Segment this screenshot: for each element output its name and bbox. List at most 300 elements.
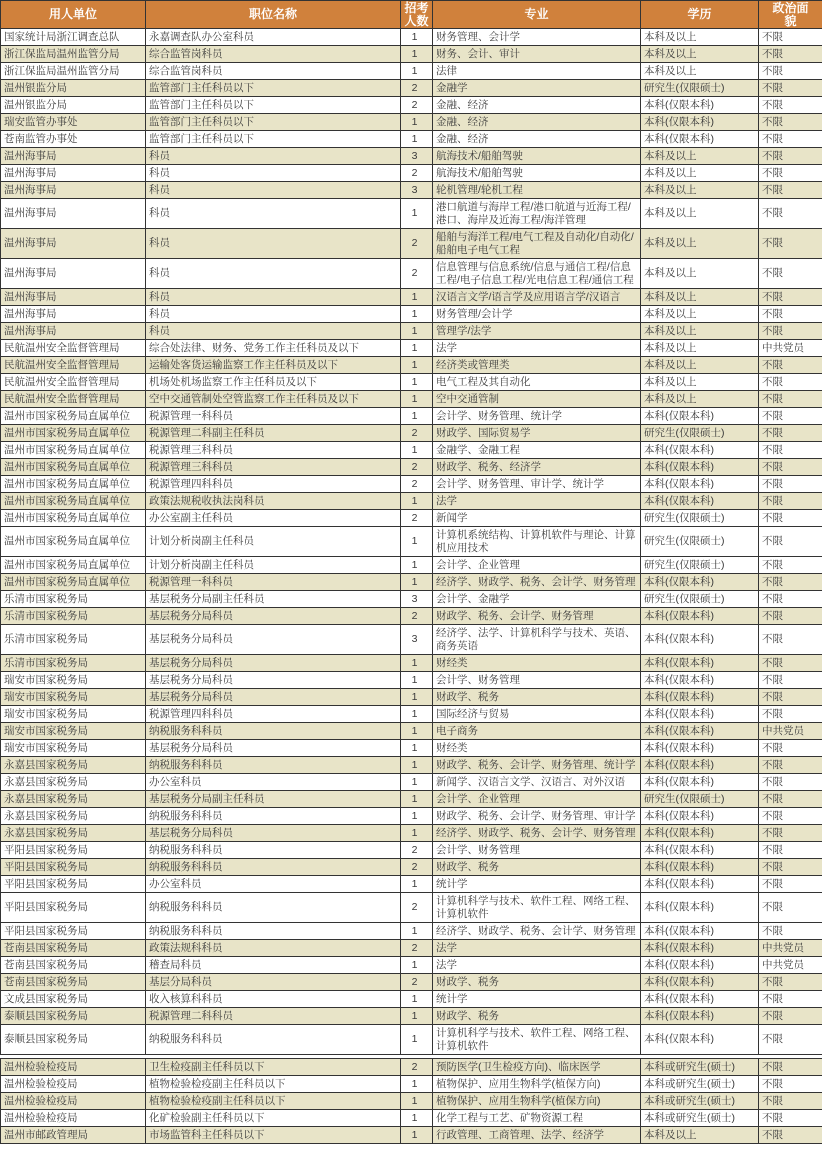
- cell-count: 1: [401, 408, 433, 425]
- cell-position: 基层税务分局科员: [146, 825, 401, 842]
- cell-major: 计算机科学与技术、软件工程、网络工程、计算机软件: [433, 893, 641, 923]
- cell-political: 不限: [759, 808, 822, 825]
- cell-major: 航海技术/船舶驾驶: [433, 148, 641, 165]
- cell-unit: 温州海事局: [1, 306, 146, 323]
- cell-education: 本科(仅限本科): [641, 706, 759, 723]
- cell-education: 本科(仅限本科): [641, 459, 759, 476]
- cell-position: 办公室副主任科员: [146, 510, 401, 527]
- cell-political: 不限: [759, 63, 822, 80]
- table-row: [1, 876, 822, 893]
- table-row: [1, 80, 822, 97]
- cell-unit: 乐清市国家税务局: [1, 591, 146, 608]
- cell-political: 不限: [759, 1059, 822, 1076]
- cell-unit: 温州银监分局: [1, 97, 146, 114]
- table-row: [1, 148, 822, 165]
- cell-political: 中共党员: [759, 723, 822, 740]
- cell-position: 办公室科员: [146, 876, 401, 893]
- cell-political: 不限: [759, 476, 822, 493]
- cell-count: 1: [401, 923, 433, 940]
- cell-education: 本科及以上: [641, 148, 759, 165]
- cell-position: 科员: [146, 148, 401, 165]
- table-body: [1, 29, 822, 1144]
- cell-political: 不限: [759, 608, 822, 625]
- cell-unit: 平阳县国家税务局: [1, 859, 146, 876]
- cell-political: 不限: [759, 259, 822, 289]
- cell-position: 办公室科员: [146, 774, 401, 791]
- cell-education: 本科(仅限本科): [641, 757, 759, 774]
- table-row: [1, 706, 822, 723]
- cell-count: 1: [401, 1110, 433, 1127]
- cell-major: 财务、会计、审计: [433, 46, 641, 63]
- cell-education: 本科(仅限本科): [641, 476, 759, 493]
- cell-unit: 永嘉县国家税务局: [1, 757, 146, 774]
- cell-count: 2: [401, 459, 433, 476]
- cell-position: 政策法规科科员: [146, 940, 401, 957]
- cell-unit: 民航温州安全监督管理局: [1, 374, 146, 391]
- cell-position: 纳税服务科科员: [146, 757, 401, 774]
- cell-education: 研究生(仅限硕士): [641, 591, 759, 608]
- cell-education: 本科(仅限本科): [641, 774, 759, 791]
- cell-unit: 温州市国家税务局直属单位: [1, 493, 146, 510]
- cell-education: 本科(仅限本科): [641, 957, 759, 974]
- cell-political: 不限: [759, 1076, 822, 1093]
- table-row: [1, 1110, 822, 1127]
- cell-position: 机场处机场监察工作主任科员及以下: [146, 374, 401, 391]
- cell-major: 信息管理与信息系统/信息与通信工程/信息工程/电子信息工程/光电信息工程/通信工程: [433, 259, 641, 289]
- cell-major: 计算机系统结构、计算机软件与理论、计算机应用技术: [433, 527, 641, 557]
- cell-education: 本科及以上: [641, 165, 759, 182]
- cell-unit: 温州海事局: [1, 229, 146, 259]
- cell-unit: 乐清市国家税务局: [1, 625, 146, 655]
- cell-education: 本科及以上: [641, 306, 759, 323]
- cell-education: 本科及以上: [641, 289, 759, 306]
- table-row: [1, 229, 822, 259]
- cell-major: 预防医学(卫生检疫方向)、临床医学: [433, 1059, 641, 1076]
- cell-count: 2: [401, 80, 433, 97]
- cell-count: 1: [401, 774, 433, 791]
- cell-education: 本科或研究生(硕士): [641, 1076, 759, 1093]
- cell-count: 2: [401, 229, 433, 259]
- cell-count: 1: [401, 199, 433, 229]
- cell-unit: 温州检验检疫局: [1, 1076, 146, 1093]
- cell-position: 计划分析岗副主任科员: [146, 557, 401, 574]
- cell-education: 本科及以上: [641, 182, 759, 199]
- cell-count: 1: [401, 391, 433, 408]
- cell-unit: 温州市国家税务局直属单位: [1, 442, 146, 459]
- cell-political: 不限: [759, 557, 822, 574]
- cell-education: 本科(仅限本科): [641, 655, 759, 672]
- table-row: [1, 757, 822, 774]
- cell-unit: 民航温州安全监督管理局: [1, 340, 146, 357]
- column-header-count: 招考人数: [401, 1, 433, 29]
- cell-position: 科员: [146, 182, 401, 199]
- cell-position: 科员: [146, 306, 401, 323]
- cell-count: 1: [401, 527, 433, 557]
- table-row: [1, 957, 822, 974]
- cell-count: 2: [401, 608, 433, 625]
- cell-position: 综合处法律、财务、党务工作主任科员及以下: [146, 340, 401, 357]
- cell-position: 纳税服务科科员: [146, 842, 401, 859]
- cell-political: 不限: [759, 493, 822, 510]
- table-row: [1, 1127, 822, 1144]
- cell-political: 中共党员: [759, 940, 822, 957]
- cell-education: 本科(仅限本科): [641, 991, 759, 1008]
- table-row: [1, 476, 822, 493]
- cell-political: 不限: [759, 391, 822, 408]
- table-row: [1, 808, 822, 825]
- cell-education: 本科及以上: [641, 391, 759, 408]
- cell-position: 监管部门主任科员以下: [146, 131, 401, 148]
- cell-count: 2: [401, 842, 433, 859]
- cell-education: 本科(仅限本科): [641, 876, 759, 893]
- cell-major: 行政管理、工商管理、法学、经济学: [433, 1127, 641, 1144]
- cell-unit: 温州银监分局: [1, 80, 146, 97]
- cell-unit: 温州市国家税务局直属单位: [1, 459, 146, 476]
- cell-major: 空中交通管制: [433, 391, 641, 408]
- column-header-position: 职位名称: [146, 1, 401, 29]
- cell-education: 研究生(仅限硕士): [641, 527, 759, 557]
- cell-major: 法律: [433, 63, 641, 80]
- cell-position: 税源管理四科科员: [146, 706, 401, 723]
- cell-major: 经济类或管理类: [433, 357, 641, 374]
- table-row: [1, 859, 822, 876]
- table-row: [1, 97, 822, 114]
- cell-unit: 温州海事局: [1, 323, 146, 340]
- cell-position: 税源管理二科科员: [146, 1008, 401, 1025]
- cell-unit: 平阳县国家税务局: [1, 893, 146, 923]
- table-row: [1, 1025, 822, 1055]
- cell-political: 不限: [759, 706, 822, 723]
- table-row: [1, 574, 822, 591]
- cell-unit: 平阳县国家税务局: [1, 842, 146, 859]
- cell-major: 管理学/法学: [433, 323, 641, 340]
- cell-political: 不限: [759, 408, 822, 425]
- cell-political: 不限: [759, 791, 822, 808]
- cell-major: 会计学、财务管理: [433, 672, 641, 689]
- cell-count: 2: [401, 259, 433, 289]
- table-row: [1, 689, 822, 706]
- cell-unit: 温州海事局: [1, 259, 146, 289]
- cell-position: 税源管理四科科员: [146, 476, 401, 493]
- cell-political: 不限: [759, 289, 822, 306]
- table-row: [1, 1093, 822, 1110]
- cell-political: 不限: [759, 229, 822, 259]
- cell-political: 不限: [759, 182, 822, 199]
- cell-education: 本科(仅限本科): [641, 131, 759, 148]
- cell-education: 研究生(仅限硕士): [641, 510, 759, 527]
- cell-position: 植物检验检疫副主任科员以下: [146, 1076, 401, 1093]
- table-row: [1, 340, 822, 357]
- cell-position: 空中交通管制处空管监察工作主任科员及以下: [146, 391, 401, 408]
- cell-major: 航海技术/船舶驾驶: [433, 165, 641, 182]
- cell-unit: 瑞安市国家税务局: [1, 689, 146, 706]
- cell-unit: 文成县国家税务局: [1, 991, 146, 1008]
- cell-unit: 温州检验检疫局: [1, 1110, 146, 1127]
- cell-education: 本科(仅限本科): [641, 689, 759, 706]
- cell-education: 本科或研究生(硕士): [641, 1093, 759, 1110]
- cell-major: 法学: [433, 493, 641, 510]
- cell-position: 化矿检验副主任科员以下: [146, 1110, 401, 1127]
- table-row: [1, 289, 822, 306]
- table-row: [1, 165, 822, 182]
- cell-political: 不限: [759, 459, 822, 476]
- cell-count: 1: [401, 825, 433, 842]
- cell-political: 不限: [759, 842, 822, 859]
- cell-major: 经济学、法学、计算机科学与技术、英语、商务英语: [433, 625, 641, 655]
- cell-count: 1: [401, 374, 433, 391]
- cell-political: 不限: [759, 46, 822, 63]
- cell-major: 新闻学: [433, 510, 641, 527]
- cell-count: 1: [401, 991, 433, 1008]
- cell-political: 不限: [759, 1110, 822, 1127]
- cell-position: 基层税务分局科员: [146, 672, 401, 689]
- column-header-unit: 用人单位: [1, 1, 146, 29]
- table-row: [1, 842, 822, 859]
- cell-count: 1: [401, 493, 433, 510]
- cell-position: 税源管理一科科员: [146, 408, 401, 425]
- table-row: [1, 323, 822, 340]
- cell-unit: 国家统计局浙江调查总队: [1, 29, 146, 46]
- table-row: [1, 723, 822, 740]
- cell-education: 本科(仅限本科): [641, 442, 759, 459]
- cell-unit: 温州市国家税务局直属单位: [1, 476, 146, 493]
- cell-unit: 乐清市国家税务局: [1, 608, 146, 625]
- table-row: [1, 63, 822, 80]
- cell-education: 本科(仅限本科): [641, 574, 759, 591]
- column-header-political: 政治面貌: [759, 1, 822, 29]
- cell-count: 2: [401, 510, 433, 527]
- cell-political: 不限: [759, 740, 822, 757]
- cell-major: 计算机科学与技术、软件工程、网络工程、计算机软件: [433, 1025, 641, 1055]
- cell-education: 本科(仅限本科): [641, 940, 759, 957]
- cell-count: 1: [401, 1025, 433, 1055]
- cell-major: 会计学、金融学: [433, 591, 641, 608]
- cell-major: 国际经济与贸易: [433, 706, 641, 723]
- cell-count: 1: [401, 1076, 433, 1093]
- cell-major: 财经类: [433, 740, 641, 757]
- cell-position: 税源管理三科科员: [146, 442, 401, 459]
- cell-unit: 瑞安市国家税务局: [1, 723, 146, 740]
- cell-major: 新闻学、汉语言文学、汉语言、对外汉语: [433, 774, 641, 791]
- cell-count: 1: [401, 791, 433, 808]
- cell-political: 不限: [759, 29, 822, 46]
- cell-political: 不限: [759, 625, 822, 655]
- cell-education: 本科及以上: [641, 340, 759, 357]
- cell-count: 1: [401, 672, 433, 689]
- cell-count: 1: [401, 808, 433, 825]
- cell-position: 监管部门主任科员以下: [146, 114, 401, 131]
- cell-count: 1: [401, 63, 433, 80]
- cell-major: 财政学、国际贸易学: [433, 425, 641, 442]
- cell-position: 监管部门主任科员以下: [146, 80, 401, 97]
- cell-major: 财政学、税务: [433, 859, 641, 876]
- cell-count: 3: [401, 182, 433, 199]
- cell-count: 2: [401, 893, 433, 923]
- cell-unit: 苍南监管办事处: [1, 131, 146, 148]
- cell-political: 不限: [759, 357, 822, 374]
- cell-political: 不限: [759, 510, 822, 527]
- cell-major: 财政学、税务、会计学、财务管理、统计学: [433, 757, 641, 774]
- cell-education: 本科(仅限本科): [641, 625, 759, 655]
- cell-political: 不限: [759, 974, 822, 991]
- table-row: [1, 740, 822, 757]
- cell-major: 金融、经济: [433, 97, 641, 114]
- table-row: [1, 557, 822, 574]
- table-row: [1, 940, 822, 957]
- table-row: [1, 1008, 822, 1025]
- table-row: [1, 408, 822, 425]
- cell-unit: 温州检验检疫局: [1, 1093, 146, 1110]
- cell-unit: 瑞安市国家税务局: [1, 706, 146, 723]
- cell-major: 植物保护、应用生物科学(植保方向): [433, 1076, 641, 1093]
- cell-unit: 苍南县国家税务局: [1, 940, 146, 957]
- cell-major: 植物保护、应用生物科学(植保方向): [433, 1093, 641, 1110]
- cell-unit: 温州海事局: [1, 148, 146, 165]
- cell-position: 基层税务分局科员: [146, 689, 401, 706]
- cell-position: 稽查局科员: [146, 957, 401, 974]
- cell-position: 科员: [146, 229, 401, 259]
- cell-count: 2: [401, 476, 433, 493]
- cell-position: 科员: [146, 259, 401, 289]
- cell-count: 1: [401, 757, 433, 774]
- cell-political: 不限: [759, 923, 822, 940]
- table-row: [1, 46, 822, 63]
- cell-political: 不限: [759, 306, 822, 323]
- table-row: [1, 510, 822, 527]
- table-row: [1, 131, 822, 148]
- cell-position: 政策法规税收执法岗科员: [146, 493, 401, 510]
- table-row: [1, 114, 822, 131]
- cell-political: 不限: [759, 323, 822, 340]
- cell-major: 会计学、财务管理、统计学: [433, 408, 641, 425]
- cell-major: 轮机管理/轮机工程: [433, 182, 641, 199]
- cell-count: 1: [401, 114, 433, 131]
- cell-unit: 温州市国家税务局直属单位: [1, 425, 146, 442]
- cell-position: 市场监管科主任科员以下: [146, 1127, 401, 1144]
- cell-position: 纳税服务科科员: [146, 808, 401, 825]
- cell-political: 不限: [759, 859, 822, 876]
- cell-political: 不限: [759, 442, 822, 459]
- table-row: [1, 199, 822, 229]
- cell-position: 综合监管岗科员: [146, 46, 401, 63]
- cell-education: 本科(仅限本科): [641, 723, 759, 740]
- cell-position: 科员: [146, 199, 401, 229]
- table-row: [1, 625, 822, 655]
- cell-political: 不限: [759, 1025, 822, 1055]
- table-row: [1, 923, 822, 940]
- cell-major: 财政学、税务、经济学: [433, 459, 641, 476]
- cell-unit: 浙江保监局温州监管分局: [1, 46, 146, 63]
- cell-position: 永嘉调查队办公室科员: [146, 29, 401, 46]
- table-row: [1, 459, 822, 476]
- cell-major: 财政学、税务、会计学、财务管理: [433, 608, 641, 625]
- cell-unit: 平阳县国家税务局: [1, 923, 146, 940]
- cell-position: 税源管理一科科员: [146, 574, 401, 591]
- cell-major: 金融学、金融工程: [433, 442, 641, 459]
- cell-position: 纳税服务科科员: [146, 859, 401, 876]
- cell-count: 1: [401, 1008, 433, 1025]
- cell-unit: 平阳县国家税务局: [1, 876, 146, 893]
- cell-education: 本科及以上: [641, 199, 759, 229]
- cell-count: 3: [401, 591, 433, 608]
- column-header-major: 专业: [433, 1, 641, 29]
- cell-education: 本科及以上: [641, 357, 759, 374]
- cell-position: 纳税服务科科员: [146, 1025, 401, 1055]
- cell-position: 卫生检疫副主任科员以下: [146, 1059, 401, 1076]
- cell-count: 1: [401, 574, 433, 591]
- cell-major: 汉语言文学/语言学及应用语言学/汉语言: [433, 289, 641, 306]
- table-row: [1, 1076, 822, 1093]
- cell-major: 港口航道与海岸工程/港口航道与近海工程/港口、海岸及近海工程/海洋管理: [433, 199, 641, 229]
- cell-political: 中共党员: [759, 957, 822, 974]
- cell-position: 纳税服务科科员: [146, 723, 401, 740]
- cell-education: 本科(仅限本科): [641, 923, 759, 940]
- cell-major: 经济学、财政学、税务、会计学、财务管理: [433, 574, 641, 591]
- cell-major: 化学工程与工艺、矿物资源工程: [433, 1110, 641, 1127]
- cell-education: 研究生(仅限硕士): [641, 557, 759, 574]
- cell-major: 金融、经济: [433, 114, 641, 131]
- cell-count: 2: [401, 425, 433, 442]
- cell-major: 法学: [433, 957, 641, 974]
- cell-education: 本科(仅限本科): [641, 974, 759, 991]
- cell-education: 本科(仅限本科): [641, 1025, 759, 1055]
- table-row: [1, 608, 822, 625]
- cell-major: 电子商务: [433, 723, 641, 740]
- cell-major: 财政学、税务、会计学、财务管理、审计学: [433, 808, 641, 825]
- cell-count: 3: [401, 625, 433, 655]
- cell-unit: 温州市国家税务局直属单位: [1, 574, 146, 591]
- cell-count: 2: [401, 859, 433, 876]
- cell-major: 法学: [433, 340, 641, 357]
- cell-position: 基层税务分局科员: [146, 608, 401, 625]
- cell-count: 1: [401, 289, 433, 306]
- cell-political: 不限: [759, 199, 822, 229]
- cell-major: 金融、经济: [433, 131, 641, 148]
- cell-unit: 温州海事局: [1, 289, 146, 306]
- cell-position: 基层税务分局科员: [146, 655, 401, 672]
- cell-major: 经济学、财政学、税务、会计学、财务管理: [433, 825, 641, 842]
- cell-political: 不限: [759, 527, 822, 557]
- cell-position: 科员: [146, 165, 401, 182]
- table-header: [1, 1, 822, 29]
- cell-count: 2: [401, 165, 433, 182]
- cell-education: 本科(仅限本科): [641, 608, 759, 625]
- cell-political: 不限: [759, 148, 822, 165]
- table-row: [1, 306, 822, 323]
- cell-position: 税源管理二科副主任科员: [146, 425, 401, 442]
- cell-education: 本科(仅限本科): [641, 493, 759, 510]
- cell-unit: 浙江保监局温州监管分局: [1, 63, 146, 80]
- cell-count: 1: [401, 557, 433, 574]
- table-row: [1, 591, 822, 608]
- cell-education: 本科(仅限本科): [641, 97, 759, 114]
- cell-education: 本科(仅限本科): [641, 808, 759, 825]
- cell-count: 1: [401, 723, 433, 740]
- cell-unit: 温州海事局: [1, 165, 146, 182]
- cell-political: 不限: [759, 97, 822, 114]
- cell-education: 研究生(仅限硕士): [641, 425, 759, 442]
- cell-unit: 泰顺县国家税务局: [1, 1008, 146, 1025]
- cell-major: 财务管理/会计学: [433, 306, 641, 323]
- cell-education: 本科(仅限本科): [641, 740, 759, 757]
- cell-unit: 永嘉县国家税务局: [1, 808, 146, 825]
- cell-count: 1: [401, 957, 433, 974]
- cell-education: 本科或研究生(硕士): [641, 1110, 759, 1127]
- cell-political: 不限: [759, 689, 822, 706]
- cell-political: 不限: [759, 425, 822, 442]
- table-row: [1, 1059, 822, 1076]
- cell-unit: 永嘉县国家税务局: [1, 774, 146, 791]
